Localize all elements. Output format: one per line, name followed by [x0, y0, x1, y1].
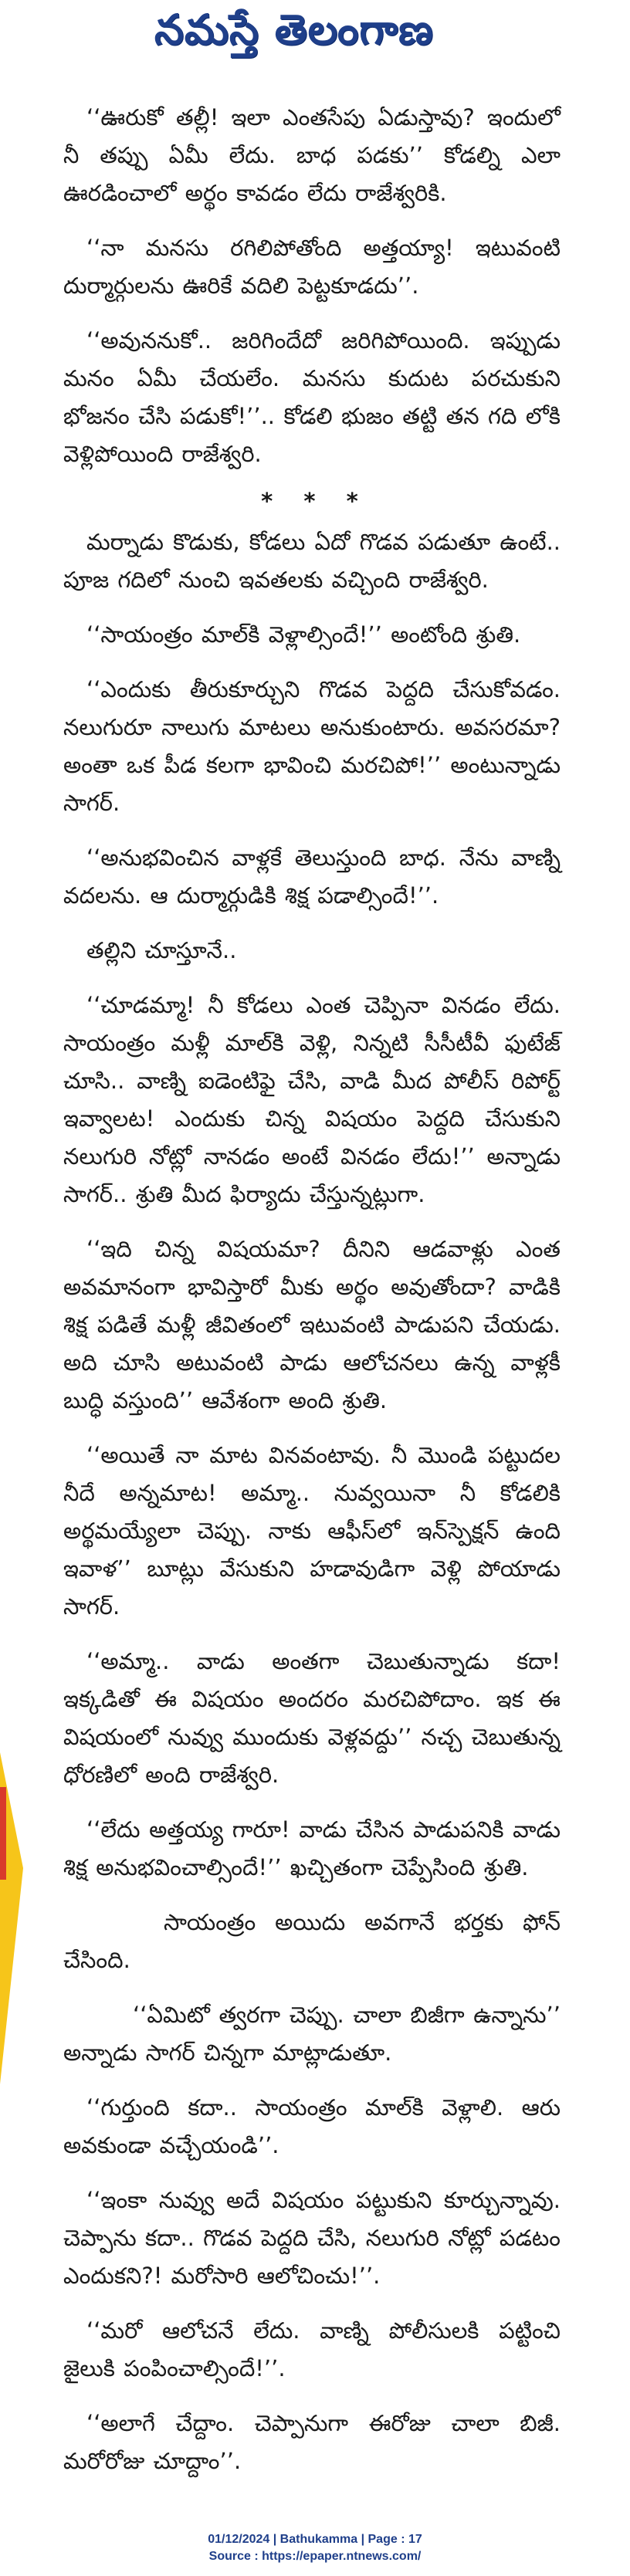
footer-date-page: 01/12/2024 | Bathukamma | Page : 17 — [208, 2533, 422, 2546]
article-paragraph: ‘‘గుర్తుంది కదా.. సాయంత్రం మాల్‌కి వెళ్లాలి. ఆరు అవకుండా వచ్చేయండి’’. — [63, 2094, 561, 2158]
article-paragraph: ‘‘ఇంకా నువ్వు అదే విషయం పట్టుకుని కూర్చున్నావు. చెప్పాను కదా.. గొడవ పెద్దది చేసి, నలుగురి నోట్లో పడటం ఎందుకని?! మరోసారి ఆలోచించు!’’. — [63, 2187, 561, 2289]
article-paragraph: ‘‘అలాగే చేద్దాం. చెప్పానుగా ఈరోజు చాలా బిజీ. మరోరోజు చూద్దాం’’. — [63, 2410, 561, 2474]
article-paragraph: ‘‘ఇది చిన్న విషయమా? దీనిని ఆడవాళ్లు ఎంత అవమానంగా భావిస్తారో మీకు అర్థం అవుతోందా? వాడికి శిక్ష పడితే మళ్లీ జీవితంలో ఇటువంటి పాడుపని చేయడు. అది చూసి అటువంటి పాడు ఆలోచనలు ఉన్న వాళ్లకీ బుద్ధి వస్తుంది’’ ఆవేశంగా అంది శ్రుతి. — [63, 1236, 561, 1413]
article-paragraph: సాయంత్రం అయిదు అవగానే భర్తకు ఫోన్ చేసింది. — [63, 1909, 561, 1973]
masthead — [0, 0, 630, 69]
article-paragraph: ‘‘అయితే నా మాట వినవంటావు. నీ మొండి పట్టుదల నీదే అన్నమాట! అమ్మా.. నువ్వయినా నీ కోడలికి అర్థమయ్యేలా చెప్పు. నాకు ఆఫీస్‌లో ఇన్‌స్పెక్షన్ ఉంది ఇవాళ’’ బూట్లు వేసుకుని హడావుడిగా వెళ్లి పోయాడు సాగర్. — [63, 1442, 561, 1620]
article-paragraph: ‘‘ఏమిటో త్వరగా చెప్పు. చాలా బిజీగా ఉన్నాను’’ అన్నాడు సాగర్ చిన్నగా మాట్లాడుతూ. — [63, 2002, 561, 2066]
article-paragraph: ‘‘అమ్మా.. వాడు అంతగా చెబుతున్నాడు కదా! ఇక్కడితో ఈ విషయం అందరం మరచిపోదాం. ఇక ఈ విషయంలో నువ్వు ముందుకు వెళ్లవద్దు’’ నచ్చ చెబుతున్న ధోరణిలో అంది రాజేశ్వరి. — [63, 1648, 561, 1788]
decorative-red-strip — [0, 1787, 6, 1880]
footer — [0, 2531, 630, 2565]
article-paragraph: ‘‘ఊరుకో తల్లీ! ఇలా ఎంతసేపు ఏడుస్తావు? ఇందులో నీ తప్పు ఏమీ లేదు. బాధ పడకు’’ కోడల్ని ఎలా ఊరడించాలో అర్థం కావడం లేదు రాజేశ్వరికి. — [63, 104, 561, 206]
article-body — [0, 99, 630, 2497]
article-paragraph: తల్లిని చూస్తూనే.. — [86, 937, 237, 963]
article-paragraph: ‘‘నా మనసు రగిలిపోతోంది అత్తయ్యా! ఇటువంటి దుర్మార్గులను ఊరికే వదిలి పెట్టకూడదు’’. — [63, 235, 561, 299]
article-paragraph: ‘‘సాయంత్రం మాల్‌కి వెళ్లాల్సిందే!’’ అంటోంది శ్రుతి. — [86, 621, 521, 648]
article-paragraph: ‘‘లేదు అత్తయ్య గారూ! వాడు చేసిన పాడుపనికి వాడు శిక్ష అనుభవించాల్సిందే!’’ ఖచ్చితంగా చెప్పేసింది శ్రుతి. — [63, 1816, 561, 1880]
article-paragraph: మర్నాడు కొడుకు, కోడలు ఏదో గొడవ పడుతూ ఉంటే.. పూజ గదిలో నుంచి ఇవతలకు వచ్చింది రాజేశ్వరి. — [63, 529, 561, 593]
masthead-title: నమస్తే తెలంగాణ — [154, 5, 434, 54]
article-paragraph: ‘‘అవుననుకో.. జరిగిందేదో జరిగిపోయింది. ఇప్పుడు మనం ఏమీ చేయలేం. మనసు కుదుట పరచుకుని భోజనం చేసి పడుకో!’’.. కోడలి భుజం తట్టి తన గది లోకి వెళ్లిపోయింది రాజేశ్వరి. — [63, 327, 561, 467]
article-paragraph: ‘‘మరో ఆలోచనే లేదు. వాణ్ని పోలీసులకి పట్టించి జైలుకి పంపించాల్సిందే!’’. — [63, 2317, 561, 2381]
footer-source: Source : https://epaper.ntnews.com/ — [208, 2550, 422, 2563]
article-paragraph: ‘‘చూడమ్మా! నీ కోడలు ఎంత చెప్పినా వినడం లేదు. సాయంత్రం మళ్లీ మాల్‌కి వెళ్లి, నిన్నటి సీసీటీవీ ఫుటేజ్ చూసి.. వాణ్ని ఐడెంటిఫై చేసి, వాడి మీద పోలీస్ రిపోర్ట్ ఇవ్వాలట! ఎందుకు చిన్న విషయం పెద్దది చేసుకుని నలుగురి నోట్లో నానడం అంటే వినడం లేదు!’’ అన్నాడు సాగర్.. శ్రుతి మీద ఫిర్యాదు చేస్తున్నట్లుగా. — [63, 992, 561, 1207]
article-paragraph: ‘‘ఎందుకు తీరుకూర్చుని గొడవ పెద్దది చేసుకోవడం. నలుగురూ నాలుగు మాటలు అనుకుంటారు. అవసరమా? అంతా ఒక పీడ కలగా భావించి మరచిపో!’’ అంటున్నాడు సాగర్. — [63, 676, 561, 816]
section-divider: * * * — [261, 488, 369, 514]
article-paragraph: ‘‘అనుభవించిన వాళ్లకే తెలుస్తుంది బాధ. నేను వాణ్ని వదలను. ఆ దుర్మార్గుడికి శిక్ష పడాల్సిందే!’’. — [63, 845, 561, 909]
